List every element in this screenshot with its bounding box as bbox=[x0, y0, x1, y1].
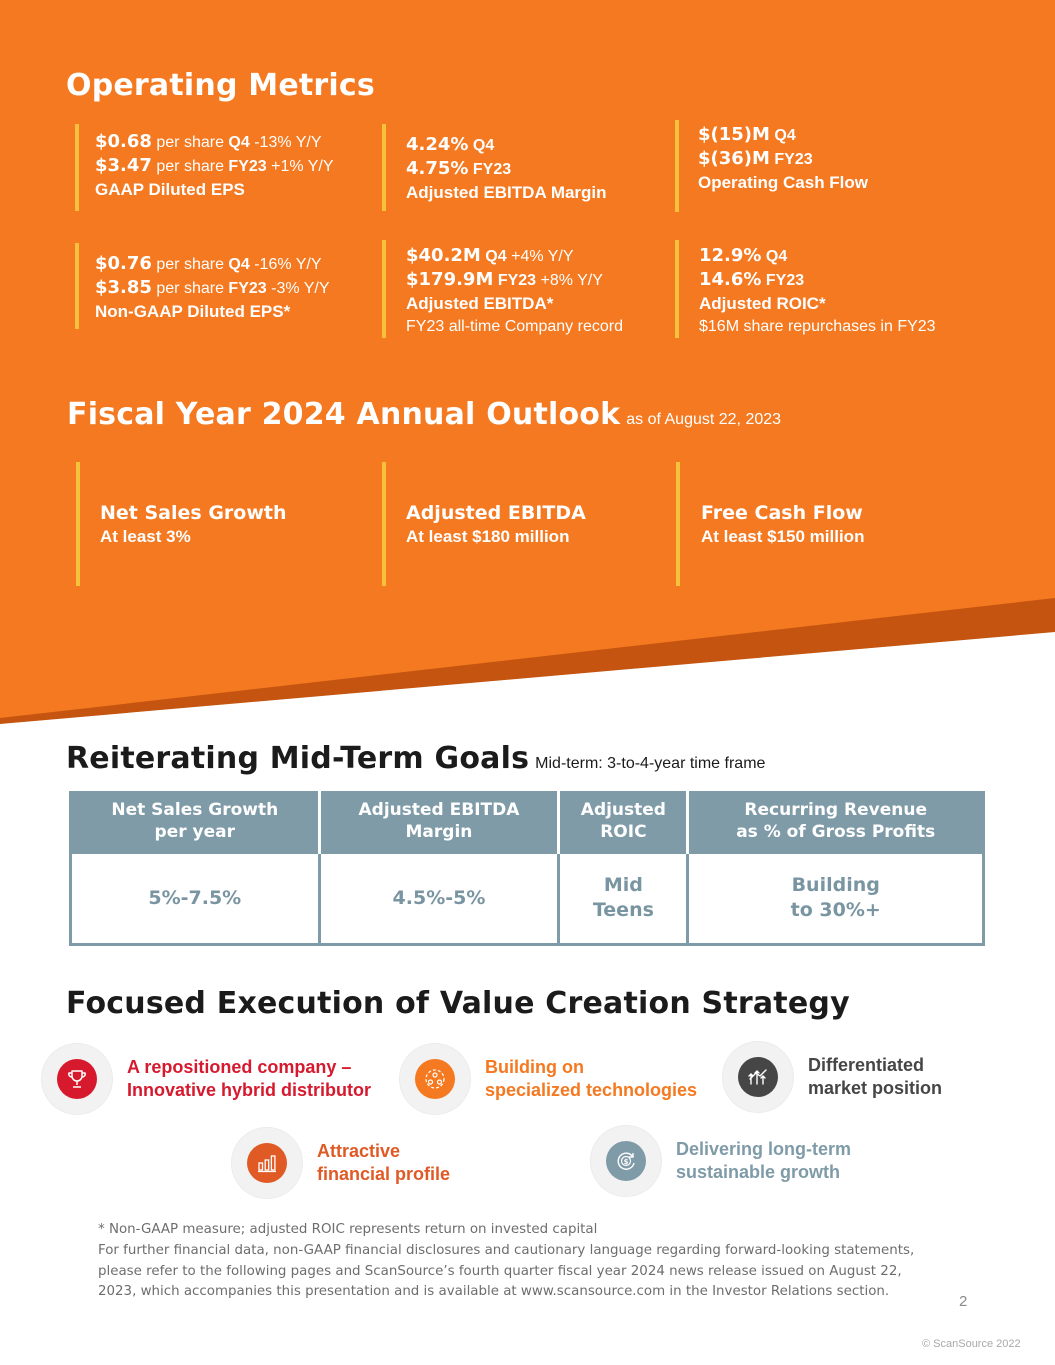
goals-header-ebitda-margin: Adjusted EBITDA Margin bbox=[319, 791, 559, 852]
strategy-title: Focused Execution of Value Creation Strategy bbox=[66, 986, 850, 1021]
strategy-item-differentiated bbox=[722, 1041, 942, 1113]
strategy-item-technologies bbox=[399, 1043, 697, 1115]
strategy-item-repositioned bbox=[41, 1043, 371, 1115]
svg-text:$: $ bbox=[623, 1157, 629, 1166]
footnote bbox=[98, 1220, 928, 1303]
strategy-item-growth bbox=[590, 1125, 851, 1197]
outlook-title: Fiscal Year 2024 Annual Outlook as of August 22, 2023 bbox=[67, 397, 782, 432]
metric-adjusted-roic: 12.9% Q4 14.6% FY23 Adjusted ROIC* $16M share repurchases in FY23 bbox=[675, 240, 936, 338]
strategy-text-growth: Delivering long-term sustainable growth bbox=[676, 1139, 852, 1182]
outlook-net-sales-growth: Net Sales Growth At least 3% bbox=[76, 462, 287, 586]
strategy-text-technologies: Building on specialized technologies bbox=[485, 1057, 698, 1100]
metric-gaap-eps: $0.68 per share Q4 -13% Y/Y $3.47 per share FY23 +1% Y/Y GAAP Diluted EPS bbox=[75, 124, 334, 211]
goals-value-roic: Mid Teens bbox=[559, 852, 688, 944]
strategy-text-differentiated: Differentiated market position bbox=[808, 1055, 943, 1098]
goals-subtitle: Mid-term: 3-to-4-year time frame bbox=[535, 755, 766, 772]
strategy-item-financial bbox=[231, 1127, 450, 1199]
trophy-icon bbox=[57, 1059, 97, 1099]
goals-header-net-sales: Net Sales Growth per year bbox=[71, 791, 320, 852]
outlook-adjusted-ebitda: Adjusted EBITDA At least $180 million bbox=[382, 462, 586, 586]
dollar-cycle-icon bbox=[606, 1141, 646, 1181]
strategy-text-financial: Attractive financial profile bbox=[317, 1141, 451, 1184]
footnote-line-1: * Non-GAAP measure; adjusted ROIC represents return on invested capital bbox=[98, 1222, 598, 1237]
metric-operating-cash-flow: $(15)M Q4 $(36)M FY23 Operating Cash Flow bbox=[675, 120, 868, 212]
goals-value-net-sales: 5%-7.5% bbox=[71, 852, 320, 944]
outlook-subtitle: as of August 22, 2023 bbox=[626, 411, 782, 428]
goals-value-recurring-revenue: Building to 30%+ bbox=[688, 852, 984, 944]
goals-header-row bbox=[71, 791, 984, 852]
goals-table bbox=[69, 791, 985, 946]
operating-metrics-title: Operating Metrics bbox=[66, 68, 375, 103]
goals-value-ebitda-margin: 4.5%-5% bbox=[319, 852, 559, 944]
goals-header-recurring-revenue: Recurring Revenue as % of Gross Profits bbox=[688, 791, 984, 852]
goals-title: Reiterating Mid-Term Goals Mid-term: 3-to-4-year time frame bbox=[66, 741, 766, 776]
page-number: 2 bbox=[959, 1293, 968, 1310]
metric-ebitda-margin: 4.24% Q4 4.75% FY23 Adjusted EBITDA Margin bbox=[382, 124, 607, 211]
strategy-text-repositioned: A repositioned company – Innovative hybrid distributor bbox=[127, 1057, 372, 1100]
footnote-line-2: For further financial data, non-GAAP financial disclosures and cautionary language regarding forward-looking statements, please refer to the following pages and ScanSource’s fourth quarter fiscal year 2024 news release issued on August 22, 2023, which accompanies this presentation and is available at www.scansource.com in the Investor Relations section. bbox=[98, 1242, 915, 1300]
bar-chart-icon bbox=[247, 1143, 287, 1183]
growth-arrows-icon bbox=[738, 1057, 778, 1097]
metric-non-gaap-eps: $0.76 per share Q4 -16% Y/Y $3.85 per share FY23 -3% Y/Y Non-GAAP Diluted EPS* bbox=[75, 243, 330, 329]
goals-value-row bbox=[71, 852, 984, 944]
metric-adjusted-ebitda: $40.2M Q4 +4% Y/Y $179.9M FY23 +8% Y/Y Adjusted EBITDA* FY23 all-time Company record bbox=[382, 240, 623, 338]
network-people-icon bbox=[415, 1059, 455, 1099]
goals-header-roic: Adjusted ROIC bbox=[559, 791, 688, 852]
outlook-free-cash-flow: Free Cash Flow At least $150 million bbox=[676, 462, 864, 586]
copyright: © ScanSource 2022 bbox=[922, 1338, 1021, 1350]
